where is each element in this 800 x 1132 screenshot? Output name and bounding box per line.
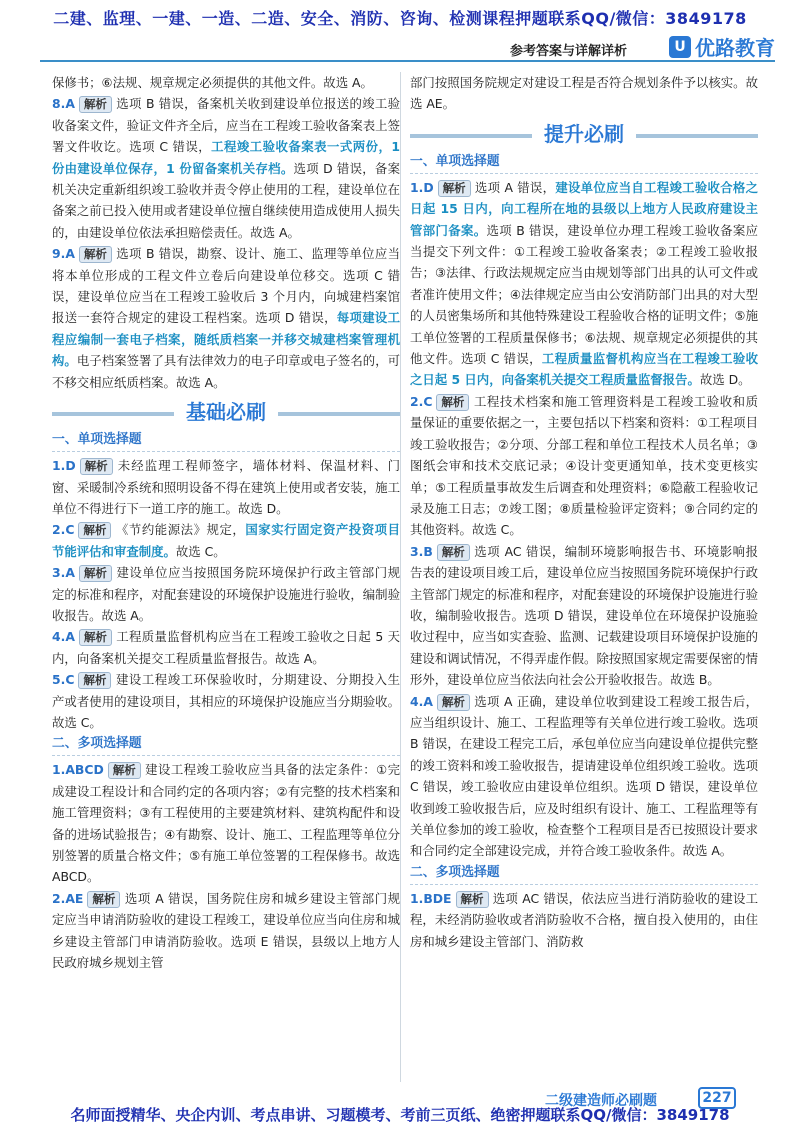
answer-text: 建设单位应当按照国务院环境保护行政主管部门规定的标准和程序，对配套建设的环境保护设施进行验收，编制验收报告。故选 A。 (52, 565, 400, 623)
section-title-label: 提升必刷 (532, 119, 636, 149)
answer-entry (52, 669, 400, 733)
analysis-tag: 解析 (79, 629, 112, 646)
answer-text: 选项 B 错误，备案机关收到建设单位报送的竣工验收备案文件，验证文件齐全后，应当在工程竣工验收备案表上签署文件收讫。选项 C 错误， (52, 96, 400, 155)
answer-number: 4.A (410, 693, 433, 709)
answer-text: 选项 D 错误，备案机关决定重新组织竣工验收并责令停止使用的工程，建设单位在备案之前已投入使用或者建设单位擅自继续使用造成使用人损失的，由建设单位依法承担赔偿责任。故选 A。 (52, 160, 401, 240)
answer-highlight: 国家实行固定资产投资项目节能评估和审查制度。 (52, 522, 401, 559)
analysis-tag: 解析 (437, 544, 470, 561)
answer-text: 选项 AC 错误，依法应当进行消防验收的建设工程，未经消防验收或者消防验收不合格，擅自投入使用的，由住房和城乡建设主管部门、消防救 (410, 890, 758, 949)
header-subtitle: 参考答案与详解详析 (509, 44, 627, 59)
answer-entry (52, 888, 400, 974)
analysis-tag: 解析 (456, 891, 489, 908)
answer-text: 选项 A 正确，建设单位收到建设工程竣工报告后，应当组织设计、施工、工程监理等有关单位进行竣工验收。选项 B 错误，在建设工程完工后，承包单位应当向建设单位提供完整的竣工资料和竣工验收报告，提请建设单位组织竣工验收。选项 C 错误，竣工验收应由建设单位组织。选项 D 错误，建设单位收到竣工验收报告后，应及时组织有设计、施工、工程监理等有关单位参加的竣工验收，检查整个工程项目是否已按照设计要求和合同约定全部建设完成，并符合竣工验收条件。故选 A。 (410, 693, 758, 859)
answer-entry (52, 455, 400, 519)
answer-entry (410, 541, 758, 691)
answer-text: 《节约能源法》规定， (115, 522, 246, 538)
answer-text: 建设工程竣工验收应当具备的法定条件：①完成建设工程设计和合同约定的各项内容；②有完整的技术档案和施工管理资料；③有工程使用的主要建筑材料、建筑构配件和设备的进场试验报告；④有勘察、设计、施工、工程监理等单位分别签署的质量合格文件；⑤有施工单位签署的工程保修书。故选 ABCD。 (52, 762, 400, 885)
answer-number: 4.A (52, 629, 75, 645)
page-header (40, 30, 775, 62)
analysis-tag: 解析 (79, 96, 112, 113)
answer-text: 选项 A 错误， (474, 179, 556, 195)
answer-text: 选项 AC 错误，编制环境影响报告书、环境影响报告表的建设项目竣工后，建设单位应当按照国务院环境保护行政主管部门规定的标准和程序，对配套建设的环境保护设施进行验收，编制验收报告。选项 D 错误，建设单位在环境保护设施验收过程中，应当如实查验、监测、记载建设项目环境保护设施的建设和调试情况，不得弄虚作假。除按照国家规定需要保密的情形外，建设单位应当依法向社会公开验收报告。故选 B。 (410, 543, 758, 688)
answer-text: 故选 C。 (175, 543, 226, 559)
answer-entry (52, 626, 400, 669)
answer-number: 1.ABCD (52, 762, 104, 778)
answer-highlight: 工程竣工验收备案表一式两份，1 份由建设单位保存，1 份留备案机关存档。 (52, 139, 400, 176)
answer-number: 1.D (52, 458, 76, 474)
analysis-tag: 解析 (79, 565, 112, 582)
right-intro: 部门按照国务院规定对建设工程是否符合规划条件予以核实。故选 AE。 (410, 75, 758, 112)
analysis-tag: 解析 (108, 762, 141, 779)
analysis-tag: 解析 (78, 672, 111, 689)
brand-name: 优路教育 (695, 36, 775, 60)
analysis-tag: 解析 (79, 246, 112, 263)
answer-entry (410, 691, 758, 862)
answer-highlight: 每项建设工程应编制一套电子档案，随纸质档案一并移交城建档案管理机构。 (52, 310, 400, 369)
answer-number: 2.AE (52, 890, 84, 906)
analysis-tag: 解析 (80, 458, 113, 475)
analysis-tag: 解析 (78, 522, 111, 539)
left-column (52, 72, 400, 973)
answer-number: 3.B (410, 543, 433, 559)
answer-entry (52, 519, 400, 562)
answer-text: 工程质量监督机构应当在工程竣工验收之日起 5 天内，向备案机关提交工程质量监督报告。故选 A。 (52, 629, 400, 666)
page-number: 227 (698, 1087, 736, 1109)
answer-text: 选项 A 错误，国务院住房和城乡建设主管部门规定应当申请消防验收的建设工程竣工，建设单位应当向住房和城乡建设主管部门申请消防验收。选项 E 错误，县级以上地方人民政府城乡规划主管 (52, 890, 400, 971)
answer-number: 5.C (52, 672, 75, 688)
answer-entry (410, 391, 758, 541)
answer-highlight: 工程质量监督机构应当在工程竣工验收之日起 5 日内，向备案机关提交工程质量监督报告。 (410, 351, 759, 388)
brand-u-icon: U (669, 36, 691, 58)
answer-number: 1.BDE (410, 890, 452, 906)
brand-logo (669, 32, 775, 61)
answer-number: 2.C (410, 393, 433, 409)
answer-text: 选项 B 错误，建设单位办理工程竣工验收备案应当提交下列文件：①工程竣工验收备案表；②工程竣工验收报告；③法律、行政法规规定应当由规划等部门出具的认可文件或者准许使用文件；④法律规定应当由公安消防部门出具的对大型的人员密集场所和其他特殊建设工程验收合格的证明文件；⑤施工单位签署的工程质量保修书；⑥法规、规章规定必须提供的其他文件。选项 C 错误， (410, 222, 758, 367)
footer-book-title: 二级建造师必刷题 (545, 1093, 657, 1109)
analysis-tag: 解析 (87, 891, 120, 908)
bottom-banner: 名师面授精华、央企内训、考点串讲、习题模考、考前三页纸、绝密押题联系QQ/微信：3849178 (70, 1106, 730, 1124)
answer-text: 建设工程竣工环保验收时，分期建设、分期投入生产或者使用的建设项目，其相应的环境保护设施应当分期验收。故选 C。 (52, 672, 400, 730)
answer-highlight: 建设单位应当自工程竣工验收合格之日起 15 日内，向工程所在地的县级以上地方人民政府建设主管部门备案。 (410, 179, 759, 238)
answer-entry (410, 888, 758, 952)
answer-entry (52, 759, 400, 887)
top-banner: 二建、监理、一建、一造、二造、安全、消防、咨询、检测课程押题联系QQ/微信：3849178 (53, 9, 747, 28)
answer-number: 3.A (52, 565, 75, 581)
analysis-tag: 解析 (436, 394, 469, 411)
right-column (410, 72, 758, 952)
answer-number: 8.A (52, 96, 75, 112)
analysis-tag: 解析 (438, 180, 471, 197)
answer-number: 1.D (410, 179, 434, 195)
answer-entry (52, 93, 400, 243)
analysis-tag: 解析 (437, 694, 470, 711)
column-divider (400, 72, 401, 1082)
answer-entry (410, 177, 758, 391)
subheading-single-choice: 一、单项选择题 (410, 151, 758, 174)
section-title (410, 119, 758, 149)
answer-text: 选项 B 错误，勘察、设计、施工、监理等单位应当将本单位形成的工程文件立卷后向建设单位移交。选项 C 错误，建设单位应当在工程竣工验收后 3 个月内，向城建档案馆报送一套符合规定的建设工程档案。选项 D 错误， (52, 246, 400, 326)
answer-entry (52, 562, 400, 626)
subheading-single-choice: 一、单项选择题 (52, 429, 400, 452)
answer-entry (52, 243, 400, 393)
answer-text: 电子档案签署了具有法律效力的电子印章或电子签名的，可不移交相应纸质档案。故选 A。 (52, 353, 401, 390)
answer-text: 故选 D。 (699, 372, 751, 388)
left-intro: 保修书；⑥法规、规章规定必须提供的其他文件。故选 A。 (52, 75, 373, 90)
answer-text: 未经监理工程师签字，墙体材料、保温材料、门窗、采暖制冷系统和照明设备不得在建筑上使用或者安装，施工单位不得进行下一道工序的施工。故选 D。 (52, 458, 400, 516)
subheading-multi-choice: 二、多项选择题 (52, 733, 400, 756)
subheading-multi-choice: 二、多项选择题 (410, 862, 758, 885)
answer-number: 9.A (52, 246, 75, 262)
section-title (52, 397, 400, 427)
section-title-label: 基础必刷 (174, 397, 278, 427)
answer-text: 工程技术档案和施工管理资料是工程竣工验收和质量保证的重要依据之一，主要包括以下档案和资料：①工程项目竣工验收报告；②分项、分部工程和单位工程技术人员名单；③图纸会审和技术交底记录；④设计变更通知单，技术变更核实单；⑤工程质量事故发生后调查和处理资料；⑥隐蔽工程验收记录及施工日志；⑦竣工图；⑧质量检验评定资料；⑨合同约定的其他资料。故选 C。 (410, 393, 758, 538)
answer-number: 2.C (52, 522, 75, 538)
